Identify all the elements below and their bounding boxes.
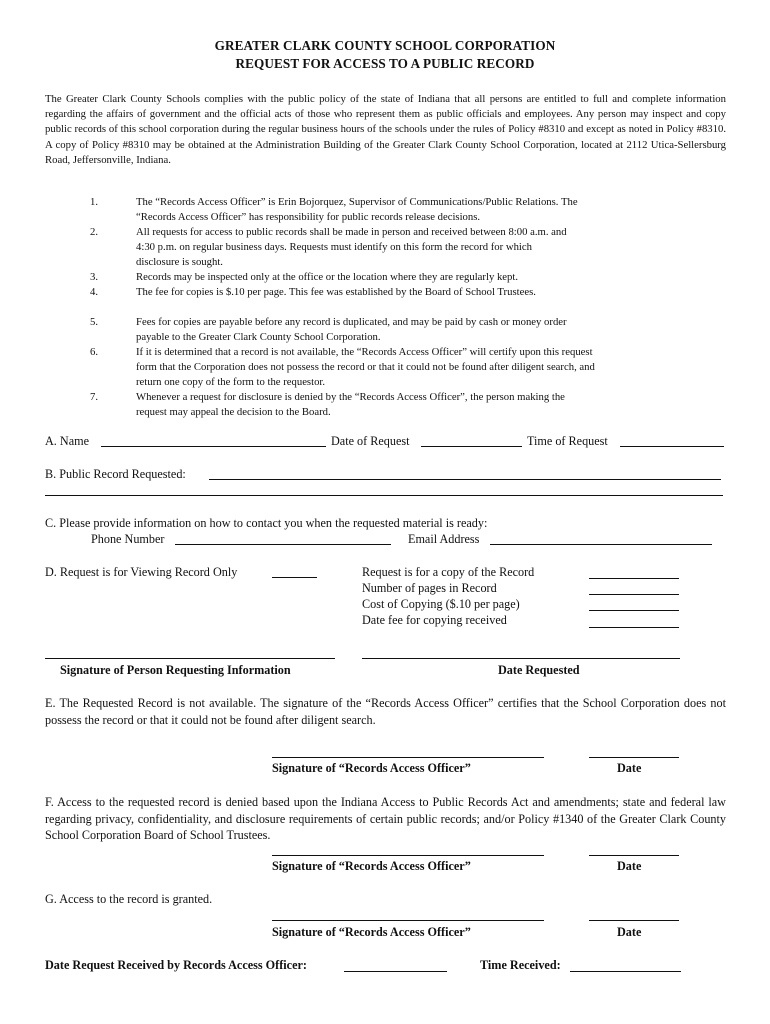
requester-signature-field[interactable] xyxy=(45,658,335,659)
time-of-request-field[interactable] xyxy=(620,446,724,447)
intro-paragraph: The Greater Clark County Schools complies with the public policy of the state of Indiana that all persons are entitled to full and complete information regarding the affairs of government and the official acts of those who represent them as public officials and employees. Any person may inspect and copy public records of this school corporation during the regular business hours of the schools under the rules of Policy #8310 and except as noted in Policy #8310. A copy of Policy #8310 may be obtained at the Administration Building of the Greater Clark County School Corporation, located at 2112 Utica-Sellersburg Road, Jeffersonville, Indiana. xyxy=(45,93,726,166)
contact-info-label: C. Please provide information on how to contact you when the requested material is ready: xyxy=(45,516,488,530)
rule-number: 3. xyxy=(90,271,99,283)
date-received-field[interactable] xyxy=(344,971,447,972)
email-address-field[interactable] xyxy=(490,544,712,545)
rule-number: 6. xyxy=(90,346,99,358)
copy-cost-label: Cost of Copying ($.10 per page) xyxy=(362,597,520,611)
time-received-field[interactable] xyxy=(570,971,681,972)
fee-date-label: Date fee for copying received xyxy=(362,613,507,627)
phone-number-field[interactable] xyxy=(175,544,391,545)
date-of-request-label: Date of Request xyxy=(331,434,410,448)
access-denied-statement: F. Access to the requested record is denied based upon the Indiana Access to Public Records Act and amendments; state and federal law regarding privacy, confidentiality, and disclosure requirements of certain public records; and/or Policy #1340 of the Greater Clark County School Corporation Board of School Trustees. xyxy=(45,795,726,843)
pages-field[interactable] xyxy=(589,594,679,595)
public-record-field[interactable] xyxy=(209,479,721,480)
rule-text: The “Records Access Officer” is Erin Bojorquez, Supervisor of Communications/Public Relations. The “Records Access Officer” has responsibility for public records release decisions. xyxy=(136,196,578,223)
officer-signature-field-f[interactable] xyxy=(272,855,544,856)
fee-date-field[interactable] xyxy=(589,627,679,628)
phone-number-label: Phone Number xyxy=(91,532,165,546)
name-field[interactable] xyxy=(101,446,326,447)
pages-label: Number of pages in Record xyxy=(362,581,497,595)
officer-signature-label-e: Signature of “Records Access Officer” xyxy=(272,761,471,775)
rule-number: 2. xyxy=(90,226,99,238)
form-title: GREATER CLARK COUNTY SCHOOL CORPORATION xyxy=(214,38,556,53)
officer-signature-label-g: Signature of “Records Access Officer” xyxy=(272,925,471,939)
date-received-label: Date Request Received by Records Access Officer: xyxy=(45,958,307,972)
time-of-request-label: Time of Request xyxy=(527,434,608,448)
name-label: A. Name xyxy=(45,434,89,448)
date-of-request-field[interactable] xyxy=(421,446,522,447)
date-requested-label: Date Requested xyxy=(498,663,580,677)
officer-signature-label-f: Signature of “Records Access Officer” xyxy=(272,859,471,873)
officer-signature-field-e[interactable] xyxy=(272,757,544,758)
officer-date-field-g[interactable] xyxy=(589,920,679,921)
time-received-label: Time Received: xyxy=(480,958,561,972)
viewing-only-field[interactable] xyxy=(272,577,317,578)
copy-request-label: Request is for a copy of the Record xyxy=(362,565,535,579)
copy-cost-field[interactable] xyxy=(589,610,679,611)
rule-text: The fee for copies is $.10 per page. This fee was established by the Board of School Trustees. xyxy=(136,286,536,298)
rule-text: Fees for copies are payable before any record is duplicated, and may be paid by cash or money order payable to the Greater Clark County School Corporation. xyxy=(136,316,567,343)
requester-signature-label: Signature of Person Requesting Information xyxy=(60,663,291,677)
email-address-label: Email Address xyxy=(408,532,480,546)
officer-date-label-f: Date xyxy=(617,859,642,873)
officer-date-field-e[interactable] xyxy=(589,757,679,758)
copy-request-field[interactable] xyxy=(589,578,679,579)
access-granted-statement: G. Access to the record is granted. xyxy=(45,892,213,906)
form-subtitle: REQUEST FOR ACCESS TO A PUBLIC RECORD xyxy=(235,56,535,71)
public-record-label: B. Public Record Requested: xyxy=(45,467,186,481)
rule-number: 1. xyxy=(90,196,99,208)
not-available-statement: E. The Requested Record is not available. The signature of the “Records Access Officer” certifies that the School Corporation does not possess the record or that it could not be found after diligent search. xyxy=(45,696,726,727)
officer-signature-field-g[interactable] xyxy=(272,920,544,921)
officer-date-label-g: Date xyxy=(617,925,642,939)
rule-text: Whenever a request for disclosure is denied by the “Records Access Officer”, the person making the request may appeal the decision to the Board. xyxy=(136,391,565,418)
rule-text: If it is determined that a record is not available, the “Records Access Officer” will certify upon this request form that the Corporation does not possess the record or that it could not be found after diligent search, and return one copy of the form to the requestor. xyxy=(136,346,595,388)
officer-date-field-f[interactable] xyxy=(589,855,679,856)
rule-number: 4. xyxy=(90,286,99,298)
public-record-field-line2[interactable] xyxy=(45,495,723,496)
officer-date-label-e: Date xyxy=(617,761,642,775)
date-requested-field[interactable] xyxy=(362,658,680,659)
rule-text: All requests for access to public records shall be made in person and received between 8:00 a.m. and 4:30 p.m. on regular business days. Requests must identify on this form the record for which disclosure is sought. xyxy=(136,226,567,268)
rule-number: 7. xyxy=(90,391,99,403)
rule-number: 5. xyxy=(90,316,99,328)
viewing-only-label: D. Request is for Viewing Record Only xyxy=(45,565,238,579)
rule-text: Records may be inspected only at the office or the location where they are regularly kept. xyxy=(136,271,519,283)
